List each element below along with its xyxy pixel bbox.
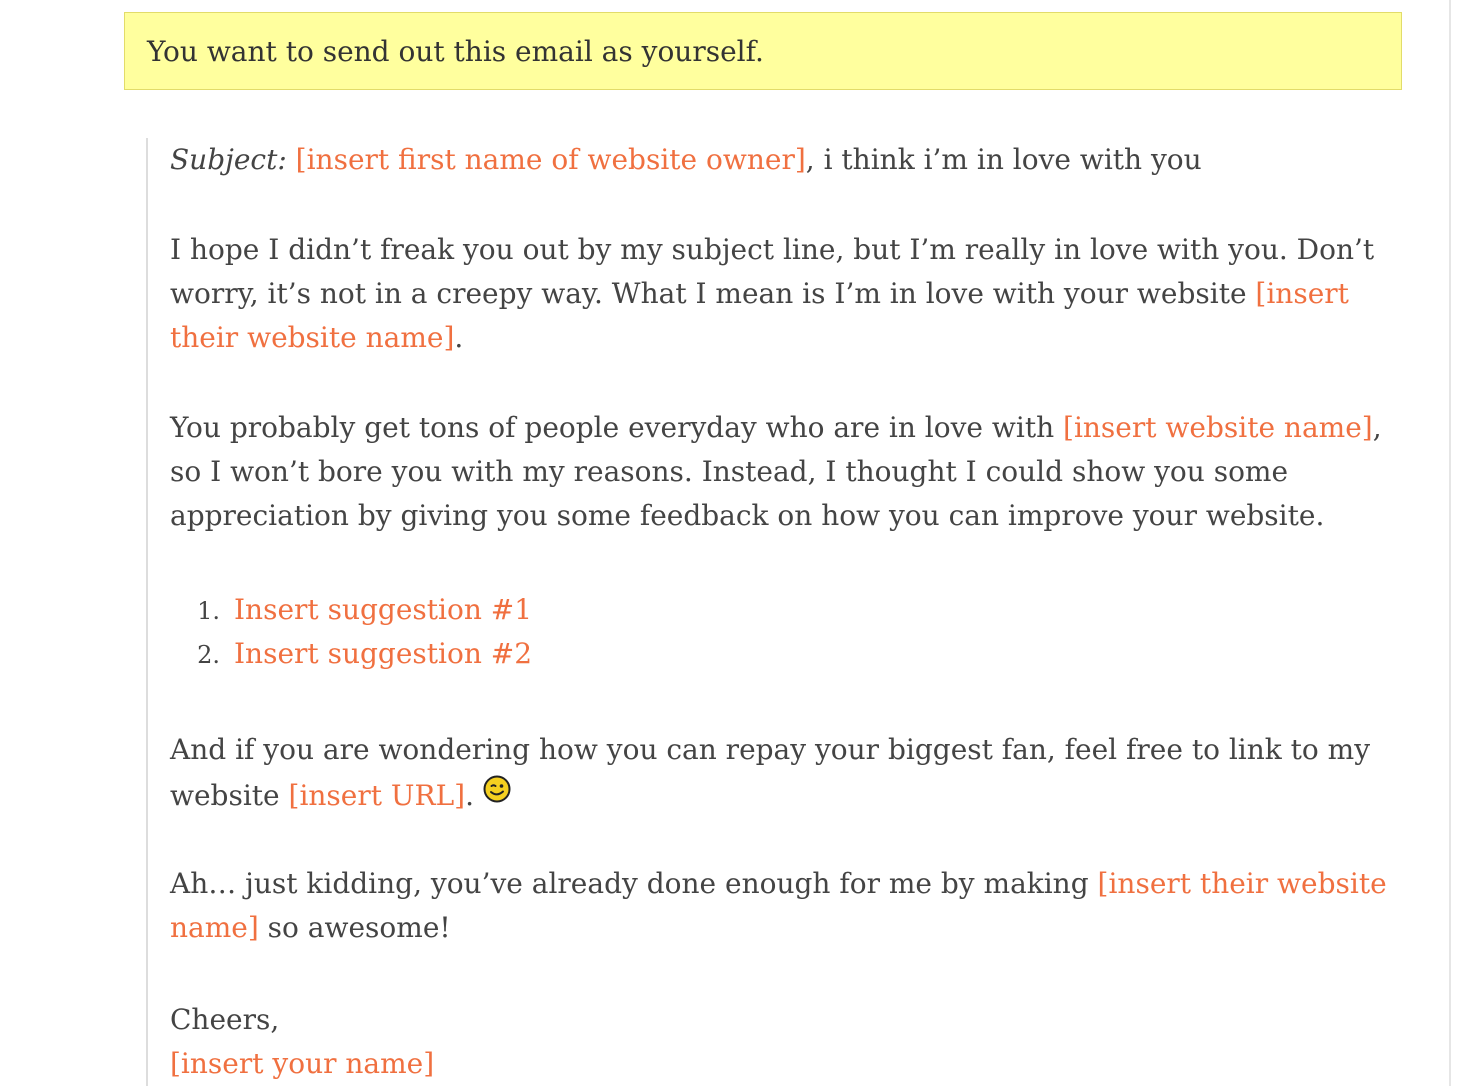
- paragraph-kidding-end: so awesome!: [258, 911, 451, 944]
- paragraph-intro-end: .: [454, 321, 464, 354]
- paragraph-link-text: And if you are wondering how you can repay your biggest fan, feel free to link to my website: [170, 733, 1371, 812]
- list-item: [170, 588, 532, 632]
- paragraph-kidding: [170, 862, 1395, 950]
- suggestion-list: [170, 588, 532, 676]
- notice-box: [124, 12, 1402, 90]
- email-template-quote: [146, 138, 1396, 1086]
- name-placeholder: [insert your name]: [170, 1047, 435, 1080]
- paragraph-reasons-text: You probably get tons of people everyday who are in love with: [170, 411, 1064, 444]
- url-placeholder: [insert URL]: [288, 779, 466, 812]
- list-item: [170, 632, 532, 676]
- signoff-text: Cheers,: [170, 1003, 280, 1036]
- right-border: [1449, 0, 1451, 1086]
- subject-label: Subject:: [170, 143, 287, 176]
- website-name-placeholder-2: [insert website name]: [1063, 411, 1373, 444]
- paragraph-link-end: .: [465, 779, 483, 812]
- list-number: 2.: [197, 641, 220, 669]
- wink-smiley-icon: [483, 772, 511, 800]
- suggestion-placeholder: Insert suggestion #2: [234, 637, 533, 670]
- list-number: 1.: [197, 597, 220, 625]
- paragraph-link-request: [170, 728, 1395, 818]
- paragraph-reasons-end: , so I won’t bore you with my reasons. Instead, I thought I could show you some appreciation by giving you some feedback on how you can improve your website.: [170, 411, 1382, 532]
- paragraph-intro: [170, 228, 1395, 360]
- signature-block: [170, 998, 1395, 1086]
- suggestion-placeholder: Insert suggestion #1: [234, 593, 533, 626]
- paragraph-reasons: [170, 406, 1395, 538]
- subject-text: , i think i’m in love with you: [805, 143, 1202, 176]
- subject-placeholder: [insert first name of website owner]: [295, 143, 806, 176]
- website-name-placeholder-3: [insert their website name]: [170, 867, 1387, 944]
- subject-line: [170, 138, 1202, 182]
- website-name-placeholder: [insert their website name]: [170, 277, 1349, 354]
- notice-text: You want to send out this email as yourself.: [147, 35, 764, 68]
- paragraph-kidding-text: Ah… just kidding, you’ve already done enough for me by making: [170, 867, 1098, 900]
- paragraph-intro-text: I hope I didn’t freak you out by my subject line, but I’m really in love with you. Don’t worry, it’s not in a creepy way. What I mean is I’m in love with your website: [170, 233, 1375, 310]
